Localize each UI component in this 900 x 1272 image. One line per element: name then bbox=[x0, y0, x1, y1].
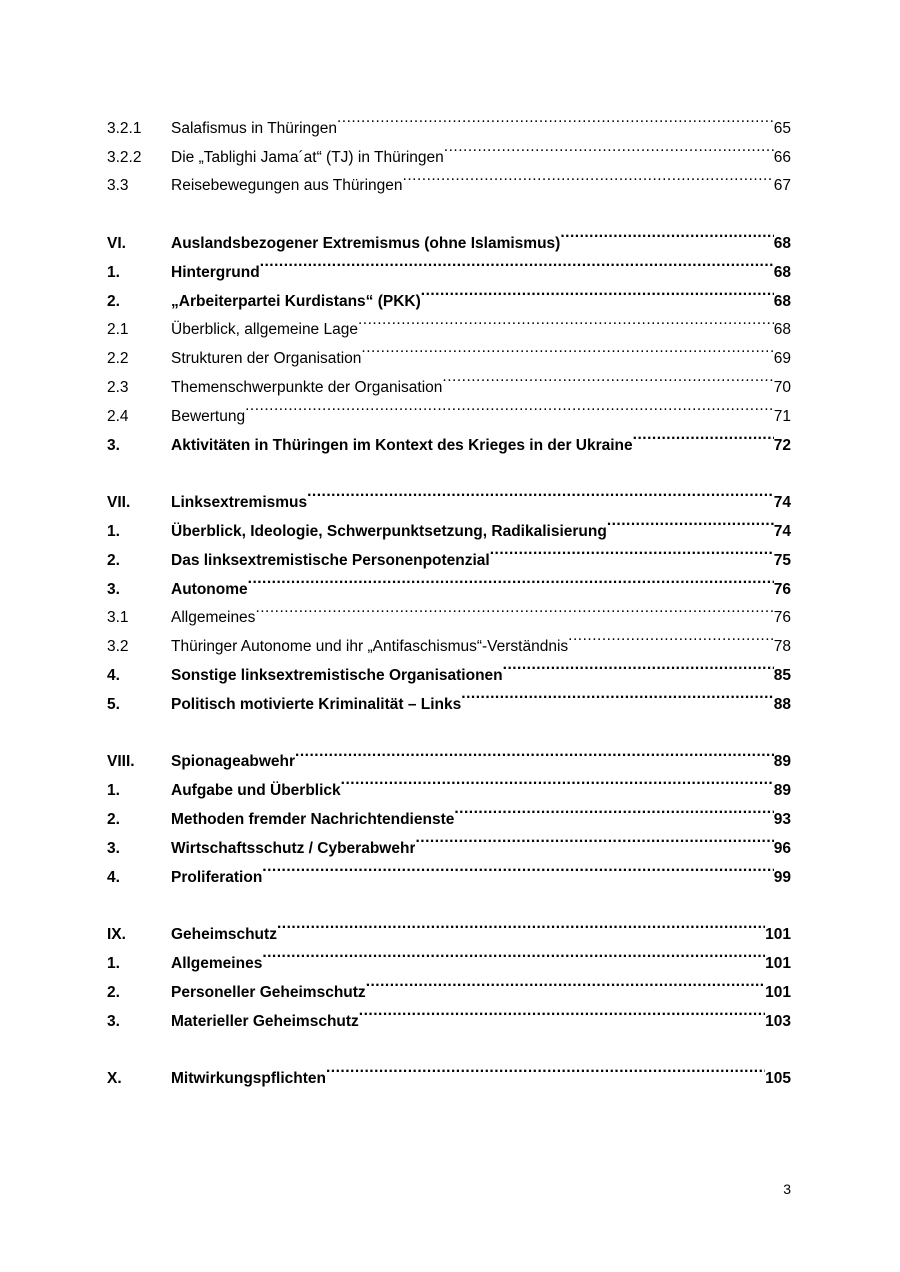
toc-entry bbox=[107, 738, 791, 771]
toc-entry-page: 68 bbox=[773, 263, 791, 281]
page-number: 3 bbox=[783, 1181, 791, 1197]
toc-entry-title: Autonome bbox=[171, 580, 248, 598]
toc-entry-title: Bewertung bbox=[171, 407, 246, 425]
toc-entry-number: 5. bbox=[107, 695, 120, 713]
toc-entry-number: 3. bbox=[107, 436, 120, 454]
toc-dot-leader bbox=[337, 104, 774, 133]
toc-dot-leader bbox=[245, 392, 774, 421]
toc-entry-page: 101 bbox=[765, 954, 791, 972]
toc-entry-page: 89 bbox=[773, 782, 791, 800]
toc-entry-title: Allgemeines bbox=[171, 954, 263, 972]
toc-entry-title: Mitwirkungspflichten bbox=[171, 1070, 326, 1088]
toc-entry-title: Das linksextremistische Personenpotenzial bbox=[171, 551, 490, 569]
toc-dot-leader bbox=[326, 1054, 765, 1083]
toc-entry-title: Wirtschaftsschutz / Cyberabwehr bbox=[171, 839, 416, 857]
toc-dot-leader bbox=[341, 766, 774, 795]
toc-entry-number: 2. bbox=[107, 292, 120, 310]
toc-dot-leader bbox=[358, 306, 774, 335]
toc-entry-page: 85 bbox=[773, 666, 791, 684]
toc-entry-number: 2. bbox=[107, 983, 120, 1001]
toc-entry-title: Strukturen der Organisation bbox=[171, 350, 362, 368]
toc-entry-page: 103 bbox=[765, 1012, 791, 1030]
toc-dot-leader bbox=[262, 939, 765, 968]
toc-entry-number: 3.2 bbox=[107, 638, 129, 656]
toc-entry-title: Spionageabwehr bbox=[171, 753, 296, 771]
toc-dot-leader bbox=[307, 478, 774, 507]
toc-entry-page: 68 bbox=[773, 321, 791, 339]
toc-entry-number: 4. bbox=[107, 666, 120, 684]
toc-dot-leader bbox=[454, 795, 773, 824]
toc-entry-title: Überblick, allgemeine Lage bbox=[171, 321, 358, 339]
toc-dot-leader bbox=[366, 968, 765, 997]
toc-entry-number: 2. bbox=[107, 551, 120, 569]
toc-entry-title: Sonstige linksextremistische Organisationen bbox=[171, 666, 503, 684]
toc-entry-page: 72 bbox=[773, 436, 791, 454]
toc-entry-title: Proliferation bbox=[171, 868, 263, 886]
toc-entry-page: 74 bbox=[773, 522, 791, 540]
toc-entry-page: 76 bbox=[773, 609, 791, 627]
toc-entry-page: 96 bbox=[773, 839, 791, 857]
toc-entry-number: 3.3 bbox=[107, 177, 129, 195]
toc-dot-leader bbox=[295, 738, 774, 767]
toc-entry-number: 3. bbox=[107, 839, 120, 857]
toc-entry-page: 101 bbox=[765, 983, 791, 1001]
toc-entry-number: VII. bbox=[107, 494, 131, 512]
toc-entry-page: 69 bbox=[773, 350, 791, 368]
toc-entry-number: 2.3 bbox=[107, 378, 129, 396]
toc-entry-title: Hintergrund bbox=[171, 263, 260, 281]
toc-entry-number: VIII. bbox=[107, 753, 135, 771]
toc-entry-title: Allgemeines bbox=[171, 609, 256, 627]
toc-dot-leader bbox=[568, 622, 774, 651]
toc-entry-page: 93 bbox=[773, 810, 791, 828]
toc-dot-leader bbox=[503, 651, 774, 680]
toc-dot-leader bbox=[359, 997, 765, 1026]
toc-dot-leader bbox=[248, 565, 774, 594]
toc-entry-title: Themenschwerpunkte der Organisation bbox=[171, 378, 443, 396]
toc-entry-title: Personeller Geheimschutz bbox=[171, 983, 366, 1001]
toc-entry-page: 99 bbox=[773, 868, 791, 886]
toc-entry-page: 68 bbox=[773, 292, 791, 310]
toc-entry-page: 78 bbox=[773, 638, 791, 656]
toc-entry-page: 71 bbox=[773, 407, 791, 425]
toc-entry-title: Salafismus in Thüringen bbox=[171, 119, 337, 137]
toc-dot-leader bbox=[262, 853, 773, 882]
toc-dot-leader bbox=[403, 162, 774, 191]
toc-entry-page: 88 bbox=[773, 695, 791, 713]
toc-dot-leader bbox=[415, 824, 773, 853]
toc-entry-title: Politisch motivierte Kriminalität – Links bbox=[171, 695, 462, 713]
toc-entry bbox=[107, 910, 791, 944]
toc-entry-number: 1. bbox=[107, 522, 120, 540]
toc-entry-number: 2.1 bbox=[107, 321, 129, 339]
toc-entry-number: 3.1 bbox=[107, 609, 129, 627]
toc-dot-leader bbox=[607, 507, 774, 536]
toc-entry-title: Überblick, Ideologie, Schwerpunktsetzung, Radikalisierung bbox=[171, 522, 607, 540]
toc-entry-page: 76 bbox=[773, 580, 791, 598]
toc-entry-number: 2.2 bbox=[107, 350, 129, 368]
toc-entry bbox=[107, 478, 791, 512]
toc-entry bbox=[107, 104, 791, 137]
toc-entry-number: 3. bbox=[107, 580, 120, 598]
toc-dot-leader bbox=[277, 910, 765, 939]
toc-entry-title: Aktivitäten in Thüringen im Kontext des Krieges in der Ukraine bbox=[171, 436, 633, 454]
toc-dot-leader bbox=[421, 277, 774, 306]
toc-entry-number: 3.2.1 bbox=[107, 119, 142, 137]
toc-entry-page: 89 bbox=[773, 753, 791, 771]
toc-entry-title: Reisebewegungen aus Thüringen bbox=[171, 177, 403, 195]
toc-entry-title: Materieller Geheimschutz bbox=[171, 1012, 359, 1030]
toc-entry-number: 1. bbox=[107, 782, 120, 800]
toc-entry-number: 1. bbox=[107, 954, 120, 972]
toc-dot-leader bbox=[490, 536, 774, 565]
toc-dot-leader bbox=[361, 334, 773, 363]
toc-entry-page: 75 bbox=[773, 551, 791, 569]
toc-entry-title: Die „Tablighi Jama´at“ (TJ) in Thüringen bbox=[171, 148, 444, 166]
toc-entry-number: VI. bbox=[107, 234, 126, 252]
toc-entry-page: 70 bbox=[773, 378, 791, 396]
toc-entry-page: 65 bbox=[773, 119, 791, 137]
toc-entry-page: 66 bbox=[773, 148, 791, 166]
toc-entry-title: Geheimschutz bbox=[171, 926, 277, 944]
toc-dot-leader bbox=[560, 219, 773, 248]
toc-dot-leader bbox=[442, 363, 773, 392]
toc-entry-title: „Arbeiterpartei Kurdistans“ (PKK) bbox=[171, 292, 421, 310]
toc-entry-page: 101 bbox=[765, 926, 791, 944]
table-of-contents bbox=[107, 104, 791, 1088]
toc-entry-title: Aufgabe und Überblick bbox=[171, 782, 341, 800]
toc-entry-number: 1. bbox=[107, 263, 120, 281]
toc-entry-title: Auslandsbezogener Extremismus (ohne Islamismus) bbox=[171, 234, 561, 252]
toc-dot-leader bbox=[260, 248, 774, 277]
toc-entry-number: 2.4 bbox=[107, 407, 129, 425]
toc-entry-page: 105 bbox=[765, 1070, 791, 1088]
toc-entry-number: 3.2.2 bbox=[107, 148, 142, 166]
toc-entry-number: IX. bbox=[107, 926, 126, 944]
toc-entry-title: Methoden fremder Nachrichtendienste bbox=[171, 810, 455, 828]
toc-dot-leader bbox=[444, 133, 774, 162]
toc-dot-leader bbox=[633, 421, 774, 450]
toc-entry-title: Linksextremismus bbox=[171, 494, 308, 512]
toc-entry-page: 68 bbox=[773, 234, 791, 252]
toc-entry-page: 74 bbox=[773, 494, 791, 512]
toc-dot-leader bbox=[461, 680, 773, 709]
toc-entry bbox=[107, 219, 791, 252]
toc-entry bbox=[107, 1054, 791, 1088]
toc-entry-number: 4. bbox=[107, 868, 120, 886]
toc-entry-page: 67 bbox=[773, 177, 791, 195]
toc-entry-title: Thüringer Autonome und ihr „Antifaschismus“-Verständnis bbox=[171, 638, 569, 656]
toc-entry-number: X. bbox=[107, 1070, 122, 1088]
toc-dot-leader bbox=[255, 594, 773, 623]
toc-entry-number: 3. bbox=[107, 1012, 120, 1030]
toc-entry-number: 2. bbox=[107, 810, 120, 828]
